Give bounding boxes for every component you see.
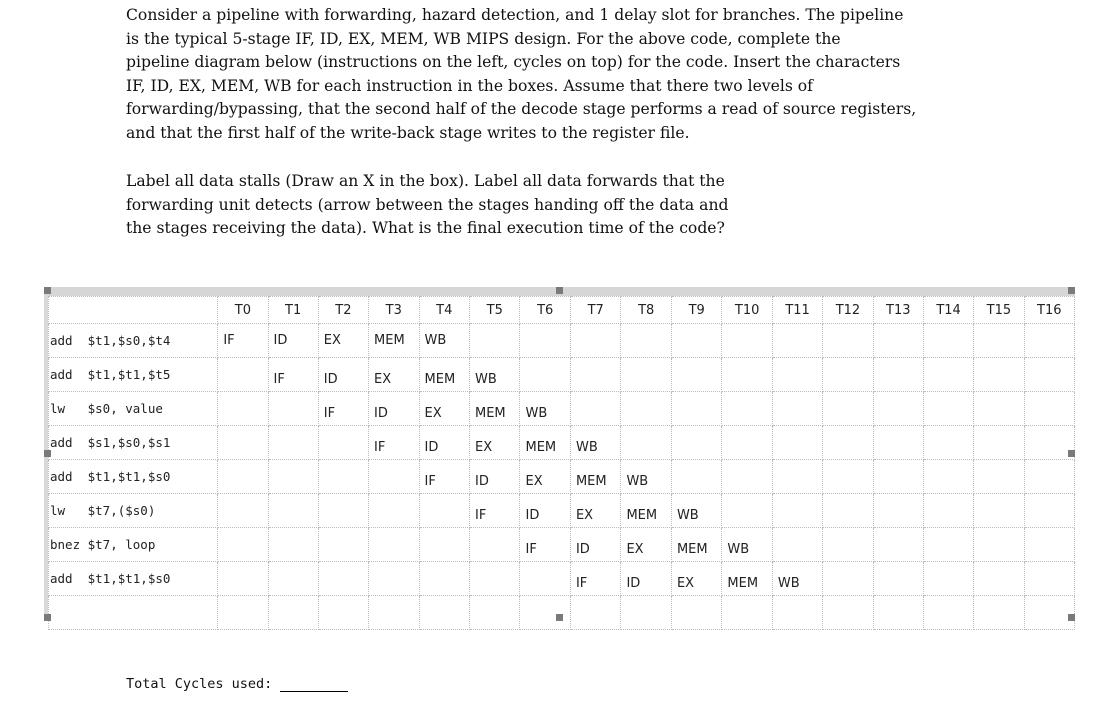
stage-label: EX [475,440,493,455]
stage-cell[interactable] [873,426,923,460]
instruction-label: add $t1,$t1,$s0 [49,562,218,596]
stage-cell[interactable] [570,392,620,426]
cycle-header: T15 [974,297,1024,324]
cycle-header: T7 [570,297,620,324]
stage-cell[interactable] [974,392,1024,426]
instruction-row [49,562,1075,596]
total-cycles [126,676,348,692]
stage-cell[interactable] [268,426,318,460]
stage-cell[interactable] [318,460,368,494]
stage-cell[interactable] [722,426,772,460]
stage-cell[interactable] [923,460,973,494]
stage-cell[interactable] [218,460,268,494]
stage-cell[interactable] [873,528,923,562]
stage-cell[interactable] [923,494,973,528]
stage-cell[interactable] [570,494,620,528]
stage-cell[interactable] [419,596,469,630]
stage-cell[interactable] [570,596,620,630]
stage-cell[interactable] [470,528,520,562]
stage-cell[interactable] [974,426,1024,460]
stage-cell[interactable] [268,596,318,630]
question-line: forwarding unit detects (arrow between the stages handing off the data and [126,195,729,214]
stage-cell[interactable] [268,358,318,392]
stage-cell[interactable] [520,426,570,460]
stage-cell[interactable] [621,596,671,630]
instruction-label: add $s1,$s0,$s1 [49,426,218,460]
instruction-row [49,426,1075,460]
stage-cell[interactable] [369,426,419,460]
stage-cell[interactable] [772,324,822,358]
question-line: Consider a pipeline with forwarding, hazard detection, and 1 delay slot for branches. The pipeline [126,6,904,24]
cycle-header: T9 [671,297,721,324]
stage-label: MEM [626,508,658,523]
stage-cell[interactable] [369,392,419,426]
stage-cell[interactable] [722,596,772,630]
stage-label: MEM [575,474,607,489]
cycle-header: T1 [268,297,318,324]
stage-cell[interactable] [772,494,822,528]
stage-cell[interactable] [268,528,318,562]
stage-label: ID [525,508,540,523]
stage-cell[interactable] [671,460,721,494]
stage-cell[interactable] [621,392,671,426]
cycle-header-row [49,297,1075,324]
stage-cell[interactable] [671,494,721,528]
stage-label: MEM [727,576,759,591]
stage-label: WB [727,542,750,557]
stage-label: WB [676,508,699,523]
stage-cell[interactable] [520,392,570,426]
stage-cell[interactable] [772,392,822,426]
instruction-row [49,324,1075,358]
header-corner [49,297,218,324]
stage-label: MEM [676,542,708,557]
stage-label: ID [475,474,489,489]
stage-label: ID [323,372,338,387]
stage-cell[interactable] [621,426,671,460]
stage-cell[interactable] [218,494,268,528]
stage-cell[interactable] [570,426,620,460]
stage-cell[interactable] [923,596,973,630]
instruction-row [49,392,1075,426]
stage-cell[interactable] [621,324,671,358]
stage-cell[interactable] [873,562,923,596]
stage-cell[interactable] [974,460,1024,494]
stage-cell[interactable] [369,324,419,358]
stage-cell[interactable] [470,562,520,596]
stage-cell[interactable] [570,562,620,596]
stage-label: WB [777,576,800,591]
stage-cell[interactable] [823,596,873,630]
stage-cell[interactable] [974,358,1024,392]
stage-label: IF [223,333,235,348]
stage-cell[interactable] [218,426,268,460]
stage-cell[interactable] [873,460,923,494]
stage-cell[interactable] [470,596,520,630]
stage-cell[interactable] [1024,596,1074,630]
stage-cell[interactable] [318,528,368,562]
stage-cell[interactable] [772,460,822,494]
stage-cell[interactable] [823,392,873,426]
cycle-header: T2 [318,297,368,324]
stage-cell[interactable] [671,392,721,426]
stage-cell[interactable] [923,562,973,596]
stage-cell[interactable] [823,562,873,596]
stage-cell[interactable] [1024,494,1074,528]
stage-cell[interactable] [318,494,368,528]
stage-cell[interactable] [520,596,570,630]
stage-cell[interactable] [772,358,822,392]
stage-cell[interactable] [520,324,570,358]
cycle-header: T8 [621,297,671,324]
stage-cell[interactable] [772,426,822,460]
stage-cell[interactable] [570,528,620,562]
stage-cell[interactable] [621,358,671,392]
cycle-header: T0 [218,297,268,324]
instruction-row [49,528,1075,562]
stage-cell[interactable] [470,392,520,426]
cycle-header: T13 [873,297,923,324]
resize-handle-bottom-right[interactable] [1068,614,1075,621]
stage-cell[interactable] [974,596,1024,630]
stage-cell[interactable] [419,358,469,392]
stage-cell[interactable] [1024,528,1074,562]
stage-label: EX [575,508,594,523]
stage-cell[interactable] [671,358,721,392]
question-line: pipeline diagram below (instructions on the left, cycles on top) for the code. Insert the characters [126,53,901,72]
stage-label: EX [626,542,644,557]
stage-cell[interactable] [621,494,671,528]
stage-cell[interactable] [671,426,721,460]
stage-label: ID [626,576,641,591]
stage-cell[interactable] [570,358,620,392]
stage-cell[interactable] [470,494,520,528]
stage-cell[interactable] [268,494,318,528]
stage-cell[interactable] [974,324,1024,358]
stage-cell[interactable] [419,324,469,358]
stage-cell[interactable] [520,494,570,528]
stage-cell[interactable] [268,324,318,358]
cycle-header: T11 [772,297,822,324]
pipeline-table [48,296,1075,630]
stage-label: EX [323,333,341,348]
instruction-label: lw $t7,($s0) [49,494,218,528]
total-cycles-blank[interactable] [280,677,348,692]
stage-cell[interactable] [318,324,368,358]
stage-cell[interactable] [671,528,721,562]
stage-cell[interactable] [419,528,469,562]
stage-cell[interactable] [823,494,873,528]
stage-label: MEM [475,406,506,421]
stage-label: WB [575,440,598,455]
stage-label: MEM [374,333,405,348]
stage-label: EX [424,406,442,421]
stage-cell[interactable] [318,562,368,596]
stage-cell[interactable] [974,528,1024,562]
stage-cell[interactable] [671,324,721,358]
instruction-row [49,596,1075,630]
stage-cell[interactable] [318,358,368,392]
stage-cell[interactable] [218,596,268,630]
stage-cell[interactable] [823,460,873,494]
stage-cell[interactable] [974,494,1024,528]
cycle-header: T16 [1024,297,1074,324]
stage-cell[interactable] [419,460,469,494]
stage-cell[interactable] [419,426,469,460]
pipeline-diagram[interactable] [44,287,1075,621]
stage-cell[interactable] [722,358,772,392]
stage-cell[interactable] [570,324,620,358]
cycle-header: T6 [520,297,570,324]
stage-cell[interactable] [923,426,973,460]
instruction-label: add $t1,$t1,$t5 [49,358,218,392]
question-paragraph-2 [126,170,729,241]
stage-cell[interactable] [369,562,419,596]
stage-label: WB [525,406,548,421]
instruction-label: bnez $t7, loop [49,528,218,562]
stage-cell[interactable] [772,596,822,630]
stage-label: WB [475,372,497,387]
stage-cell[interactable] [823,358,873,392]
stage-cell[interactable] [268,460,318,494]
question-paragraph-1 [126,4,917,146]
stage-cell[interactable] [1024,460,1074,494]
question-line: forwarding/bypassing, that the second half of the decode stage performs a read of source registers, [126,100,917,119]
stage-label: ID [575,542,590,557]
stage-cell[interactable] [823,528,873,562]
resize-handle-top-right[interactable] [1068,287,1075,294]
stage-cell[interactable] [873,358,923,392]
stage-cell[interactable] [772,528,822,562]
stage-cell[interactable] [369,358,419,392]
stage-cell[interactable] [923,324,973,358]
stage-cell[interactable] [671,596,721,630]
stage-cell[interactable] [671,562,721,596]
stage-cell[interactable] [1024,324,1074,358]
stage-label: IF [424,474,436,489]
stage-cell[interactable] [520,460,570,494]
cycle-header: T5 [470,297,520,324]
cycle-header: T12 [823,297,873,324]
stage-cell[interactable] [470,358,520,392]
stage-cell[interactable] [570,460,620,494]
stage-cell[interactable] [722,528,772,562]
stage-label: IF [273,372,285,387]
instruction-label: lw $s0, value [49,392,218,426]
stage-label: ID [424,440,439,455]
stage-cell[interactable] [873,596,923,630]
question-line: IF, ID, EX, MEM, WB for each instruction in the boxes. Assume that there two levels of [126,76,813,95]
stage-label: MEM [525,440,557,455]
stage-cell[interactable] [1024,392,1074,426]
stage-cell[interactable] [470,426,520,460]
stage-cell[interactable] [873,494,923,528]
stage-cell[interactable] [621,562,671,596]
stage-cell[interactable] [923,528,973,562]
stage-label: EX [676,576,695,591]
stage-cell[interactable] [923,358,973,392]
stage-cell[interactable] [823,324,873,358]
stage-cell[interactable] [923,392,973,426]
resize-handle-top-left[interactable] [44,287,51,294]
instruction-row [49,494,1075,528]
stage-label: ID [273,333,288,348]
stage-cell[interactable] [369,596,419,630]
stage-cell[interactable] [218,358,268,392]
stage-cell[interactable] [470,324,520,358]
question-line: is the typical 5-stage IF, ID, EX, MEM, WB MIPS design. For the above code, complete the [126,29,841,48]
resize-handle-bottom-center[interactable] [556,614,563,621]
stage-cell[interactable] [419,494,469,528]
cycle-header: T3 [369,297,419,324]
stage-cell[interactable] [1024,358,1074,392]
resize-handle-top-center[interactable] [556,287,563,294]
stage-cell[interactable] [369,528,419,562]
instruction-row [49,358,1075,392]
stage-cell[interactable] [419,392,469,426]
stage-cell[interactable] [621,528,671,562]
instruction-row [49,460,1075,494]
stage-cell[interactable] [974,562,1024,596]
resize-handle-middle-left[interactable] [44,450,51,457]
stage-cell[interactable] [419,562,469,596]
stage-cell[interactable] [470,460,520,494]
stage-cell[interactable] [722,324,772,358]
instruction-label: add $t1,$t1,$s0 [49,460,218,494]
stage-cell[interactable] [369,494,419,528]
stage-cell[interactable] [722,392,772,426]
total-cycles-label: Total Cycles used: [126,676,273,692]
stage-cell[interactable] [318,392,368,426]
stage-cell[interactable] [1024,562,1074,596]
stage-cell[interactable] [218,324,268,358]
stage-cell[interactable] [722,460,772,494]
cycle-header: T10 [722,297,772,324]
stage-cell[interactable] [873,324,923,358]
cycle-header: T4 [419,297,469,324]
instruction-label: add $t1,$s0,$t4 [49,324,218,358]
stage-cell[interactable] [1024,426,1074,460]
stage-label: IF [374,440,386,455]
stage-label: IF [323,406,336,421]
stage-cell[interactable] [218,392,268,426]
question-line: the stages receiving the data). What is the final execution time of the code? [126,219,725,238]
stage-cell[interactable] [268,392,318,426]
stage-cell[interactable] [520,358,570,392]
stage-label: IF [575,576,588,591]
stage-cell[interactable] [520,528,570,562]
stage-cell[interactable] [218,528,268,562]
stage-label: EX [374,372,392,387]
stage-cell[interactable] [318,596,368,630]
stage-cell[interactable] [218,562,268,596]
stage-cell[interactable] [520,562,570,596]
stage-cell[interactable] [621,460,671,494]
resize-handle-middle-right[interactable] [1068,450,1075,457]
stage-cell[interactable] [722,494,772,528]
stage-cell[interactable] [873,392,923,426]
stage-cell[interactable] [369,460,419,494]
stage-cell[interactable] [318,426,368,460]
resize-handle-bottom-left[interactable] [44,614,51,621]
stage-label: ID [374,406,388,421]
stage-label: IF [525,542,537,557]
stage-label: WB [424,333,447,348]
stage-label: WB [626,474,649,489]
stage-cell[interactable] [772,562,822,596]
stage-label: MEM [424,372,456,387]
question-line: and that the first half of the write-back stage writes to the register file. [126,123,690,142]
stage-label: IF [475,508,487,523]
stage-cell[interactable] [268,562,318,596]
question-line: Label all data stalls (Draw an X in the box). Label all data forwards that the [126,172,725,190]
instruction-label [49,596,218,630]
stage-label: EX [525,474,543,489]
cycle-header: T14 [923,297,973,324]
stage-cell[interactable] [823,426,873,460]
stage-cell[interactable] [722,562,772,596]
